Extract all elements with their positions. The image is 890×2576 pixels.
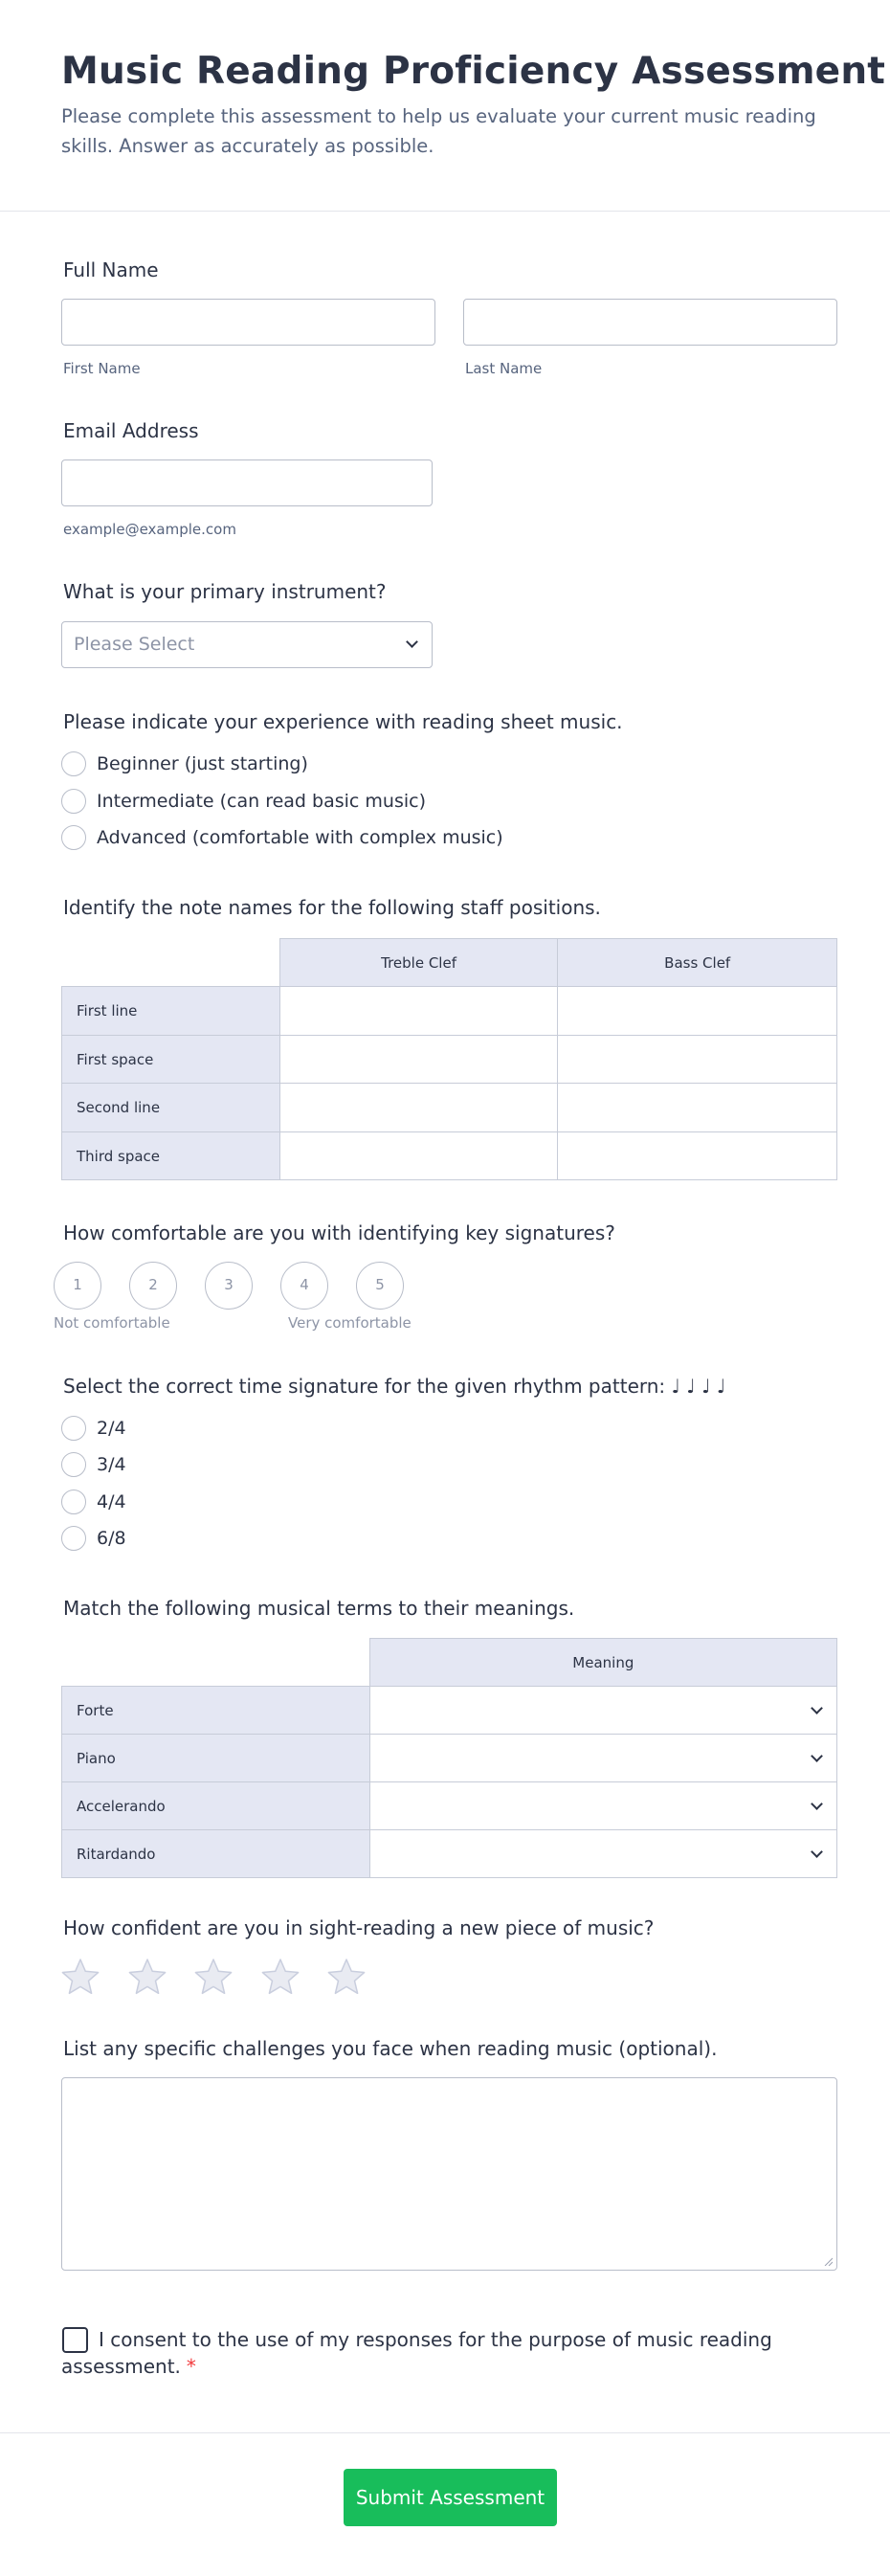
email-sublabel: example@example.com xyxy=(63,521,236,538)
email-label: Email Address xyxy=(63,419,199,442)
table-input-cell[interactable] xyxy=(558,1084,837,1132)
column-header-bass-clef: Bass Clef xyxy=(558,939,837,987)
time-signature-option-3-4[interactable] xyxy=(61,1451,126,1478)
radio-label: Advanced (comfortable with complex music) xyxy=(97,827,503,848)
row-header: Piano xyxy=(62,1735,370,1782)
table-corner xyxy=(62,1639,370,1687)
consent-text: I consent to the use of my responses for the purpose of music reading assessment. xyxy=(61,2328,772,2378)
radio-label: 2/4 xyxy=(97,1418,126,1439)
first-name-input[interactable] xyxy=(61,299,435,346)
instrument-select[interactable] xyxy=(61,621,433,668)
required-mark: * xyxy=(186,2355,196,2378)
radio-button[interactable] xyxy=(61,789,86,814)
resize-handle-icon[interactable] xyxy=(823,2256,833,2266)
row-header: Forte xyxy=(62,1687,370,1735)
last-name-sublabel: Last Name xyxy=(465,360,543,377)
table-row xyxy=(62,1084,837,1132)
scale-option-4[interactable]: 4 xyxy=(280,1262,328,1310)
terms-dropdown-table xyxy=(61,1638,837,1878)
meaning-dropdown[interactable] xyxy=(369,1687,836,1735)
experience-label: Please indicate your experience with reading sheet music. xyxy=(63,710,623,733)
table-input-cell[interactable] xyxy=(279,1132,558,1180)
scale-option-5[interactable]: 5 xyxy=(356,1262,404,1310)
time-signature-option-2-4[interactable] xyxy=(61,1415,126,1442)
time-signature-option-4-4[interactable] xyxy=(61,1489,126,1515)
scale-option-1[interactable]: 1 xyxy=(54,1262,101,1310)
scale-min-label: Not comfortable xyxy=(54,1314,170,1332)
star-icon[interactable] xyxy=(60,1957,100,1997)
row-header: Third space xyxy=(62,1132,280,1180)
chevron-down-icon xyxy=(811,1846,823,1858)
time-signature-option-6-8[interactable] xyxy=(61,1525,126,1552)
radio-button[interactable] xyxy=(61,751,86,776)
table-input-cell[interactable] xyxy=(558,1132,837,1180)
table-row xyxy=(62,1735,837,1782)
key-signatures-label: How comfortable are you with identifying key signatures? xyxy=(63,1221,615,1244)
last-name-input[interactable] xyxy=(463,299,837,346)
instrument-label: What is your primary instrument? xyxy=(63,580,387,603)
table-row xyxy=(62,1687,837,1735)
star-icon[interactable] xyxy=(193,1957,234,1997)
page-subtitle: Please complete this assessment to help us evaluate your current music reading skills. Answer as accurately as possible. xyxy=(61,105,816,157)
table-row xyxy=(62,1782,837,1830)
terms-grid-label: Match the following musical terms to their meanings. xyxy=(63,1597,575,1620)
radio-button[interactable] xyxy=(61,1490,86,1514)
radio-label: Beginner (just starting) xyxy=(97,753,308,774)
full-name-label: Full Name xyxy=(63,258,159,281)
table-row xyxy=(62,1132,837,1180)
radio-label: 4/4 xyxy=(97,1491,126,1512)
chevron-down-icon xyxy=(811,1702,823,1714)
radio-button[interactable] xyxy=(61,825,86,850)
notes-grid-label: Identify the note names for the following staff positions. xyxy=(63,896,601,919)
instrument-select-placeholder: Please Select xyxy=(74,634,195,655)
first-name-sublabel: First Name xyxy=(63,360,141,377)
sight-reading-label: How confident are you in sight-reading a new piece of music? xyxy=(63,1916,655,1939)
radio-label: 6/8 xyxy=(97,1528,126,1549)
radio-button[interactable] xyxy=(61,1452,86,1477)
page-title: Music Reading Proficiency Assessment xyxy=(61,50,886,93)
chevron-down-icon xyxy=(811,1798,823,1810)
notes-input-table xyxy=(61,938,837,1180)
table-input-cell[interactable] xyxy=(279,1036,558,1084)
table-input-cell[interactable] xyxy=(558,1036,837,1084)
row-header: First space xyxy=(62,1036,280,1084)
column-header-treble-clef: Treble Clef xyxy=(279,939,558,987)
meaning-dropdown[interactable] xyxy=(369,1782,836,1830)
star-icon[interactable] xyxy=(127,1957,167,1997)
radio-label: 3/4 xyxy=(97,1454,126,1475)
radio-label: Intermediate (can read basic music) xyxy=(97,791,426,812)
row-header: Accelerando xyxy=(62,1782,370,1830)
table-row xyxy=(62,1830,837,1878)
footer-divider xyxy=(0,2432,890,2433)
experience-option-intermediate[interactable] xyxy=(61,788,426,815)
column-header-meaning: Meaning xyxy=(369,1639,836,1687)
time-signature-label: Select the correct time signature for the given rhythm pattern: ♩ ♩ ♩ ♩ xyxy=(63,1375,726,1398)
row-header: First line xyxy=(62,987,280,1036)
meaning-dropdown[interactable] xyxy=(369,1735,836,1782)
table-corner xyxy=(62,939,280,987)
row-header: Second line xyxy=(62,1084,280,1132)
table-input-cell[interactable] xyxy=(279,987,558,1036)
scale-max-label: Very comfortable xyxy=(288,1314,412,1332)
star-icon[interactable] xyxy=(326,1957,367,1997)
experience-option-advanced[interactable] xyxy=(61,824,503,851)
consent-label xyxy=(61,2326,817,2380)
table-row xyxy=(62,1036,837,1084)
scale-option-3[interactable]: 3 xyxy=(205,1262,253,1310)
radio-button[interactable] xyxy=(61,1416,86,1441)
meaning-dropdown[interactable] xyxy=(369,1830,836,1878)
chevron-down-icon xyxy=(811,1750,823,1762)
chevron-down-icon xyxy=(406,636,418,648)
table-row xyxy=(62,987,837,1036)
email-input[interactable] xyxy=(61,459,433,506)
challenges-textarea[interactable] xyxy=(61,2077,837,2271)
star-icon[interactable] xyxy=(260,1957,300,1997)
row-header: Ritardando xyxy=(62,1830,370,1878)
form-header xyxy=(0,0,890,212)
experience-option-beginner[interactable] xyxy=(61,750,308,777)
table-input-cell[interactable] xyxy=(558,987,837,1036)
radio-button[interactable] xyxy=(61,1526,86,1551)
table-input-cell[interactable] xyxy=(279,1084,558,1132)
scale-option-2[interactable]: 2 xyxy=(129,1262,177,1310)
submit-button[interactable]: Submit Assessment xyxy=(344,2469,557,2526)
challenges-label: List any specific challenges you face when reading music (optional). xyxy=(63,2037,718,2060)
